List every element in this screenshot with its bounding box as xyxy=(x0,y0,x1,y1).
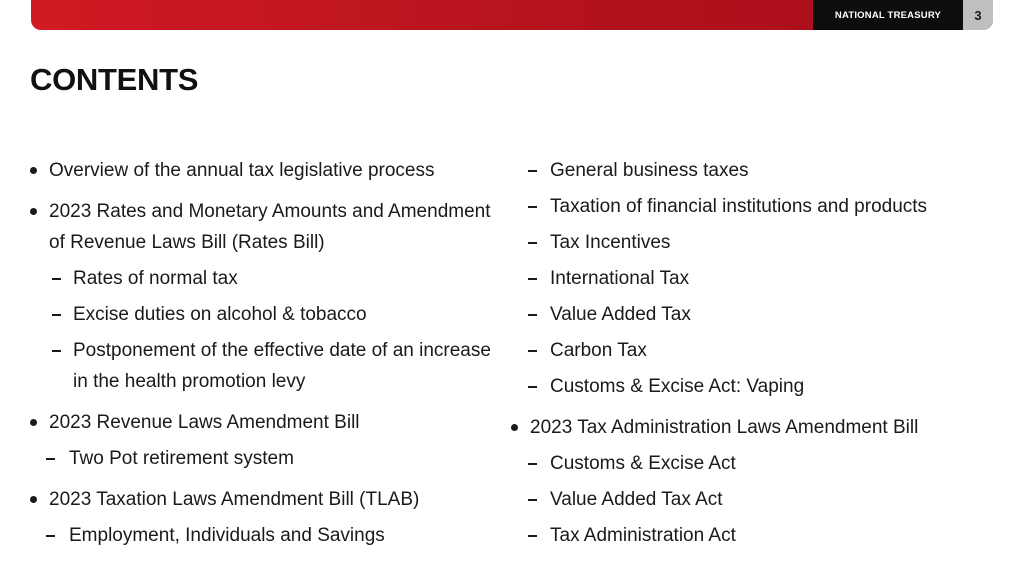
brand-label: NATIONAL TREASURY xyxy=(813,0,963,30)
dash-icon xyxy=(46,535,55,537)
bullet-icon xyxy=(30,496,37,503)
sub-item-two-pot: Two Pot retirement system xyxy=(69,448,294,469)
sub-item-vat: Value Added Tax xyxy=(550,304,691,325)
dash-icon xyxy=(528,278,537,280)
list-item-revenue-laws-bill: 2023 Revenue Laws Amendment Bill xyxy=(49,412,360,433)
dash-icon xyxy=(528,170,537,172)
dash-icon xyxy=(528,499,537,501)
list-item-tax-admin-bill: 2023 Tax Administration Laws Amendment Bill xyxy=(530,417,919,438)
dash-icon xyxy=(528,206,537,208)
sub-item-tax-incentives: Tax Incentives xyxy=(550,232,671,253)
dash-icon xyxy=(528,535,537,537)
dash-icon xyxy=(52,278,61,280)
dash-icon xyxy=(528,463,537,465)
bullet-icon xyxy=(30,419,37,426)
dash-icon xyxy=(52,350,61,352)
header-bar xyxy=(31,0,993,30)
bullet-icon xyxy=(511,424,518,431)
sub-item-carbon-tax: Carbon Tax xyxy=(550,340,647,361)
sub-item-tax-admin-act: Tax Administration Act xyxy=(550,525,736,546)
dash-icon xyxy=(46,458,55,460)
slide-title: CONTENTS xyxy=(30,62,199,97)
sub-item-customs-vaping: Customs & Excise Act: Vaping xyxy=(550,376,805,397)
sub-item-general-business: General business taxes xyxy=(550,160,749,181)
list-item-rates-bill-line2: of Revenue Laws Bill (Rates Bill) xyxy=(49,232,325,253)
sub-item-employment: Employment, Individuals and Savings xyxy=(69,525,385,546)
dash-icon xyxy=(528,314,537,316)
sub-item-financial-institutions: Taxation of financial institutions and products xyxy=(550,196,928,217)
page-number: 3 xyxy=(963,0,993,30)
bullet-icon xyxy=(30,167,37,174)
sub-item-rates-normal-tax: Rates of normal tax xyxy=(73,268,238,289)
dash-icon xyxy=(528,242,537,244)
list-item-tlab: 2023 Taxation Laws Amendment Bill (TLAB) xyxy=(49,489,420,510)
list-item-rates-bill-line1: 2023 Rates and Monetary Amounts and Amendment xyxy=(49,201,491,222)
list-item-overview: Overview of the annual tax legislative process xyxy=(49,160,435,181)
sub-item-postponement-line2: in the health promotion levy xyxy=(73,371,306,392)
dash-icon xyxy=(52,314,61,316)
sub-item-postponement-line1: Postponement of the effective date of an increase xyxy=(73,340,491,361)
sub-item-vat-act: Value Added Tax Act xyxy=(550,489,723,510)
bullet-icon xyxy=(30,208,37,215)
dash-icon xyxy=(528,386,537,388)
sub-item-excise-duties: Excise duties on alcohol & tobacco xyxy=(73,304,367,325)
sub-item-customs-excise-act: Customs & Excise Act xyxy=(550,453,736,474)
dash-icon xyxy=(528,350,537,352)
sub-item-international-tax: International Tax xyxy=(550,268,690,289)
